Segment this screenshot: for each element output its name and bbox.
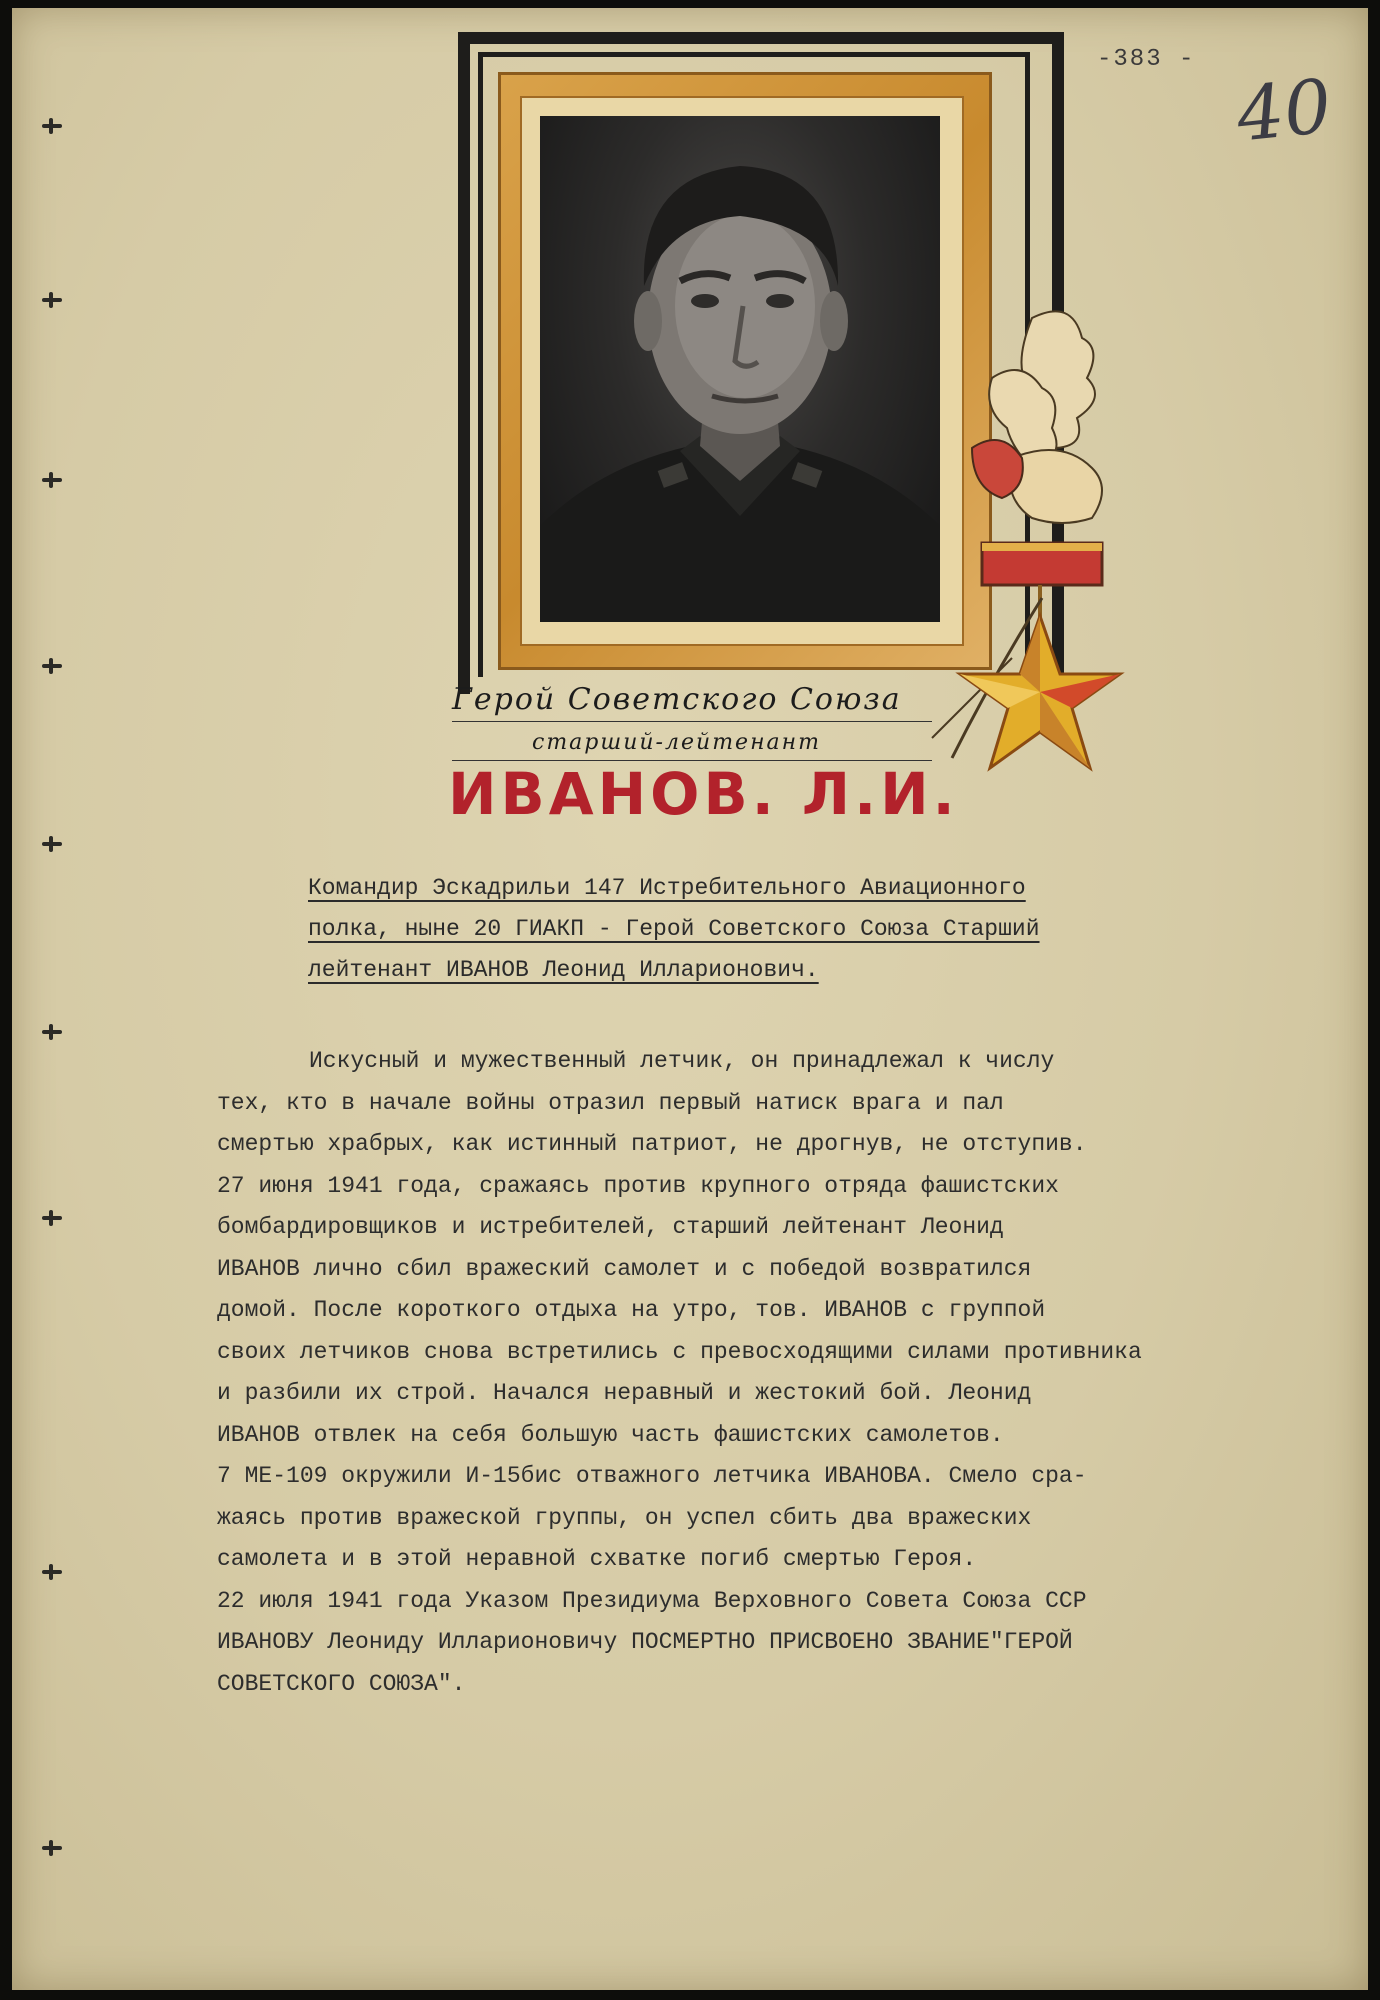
body-line: ИВАНОВ отвлек на себя большую часть фашистских самолетов. — [217, 1421, 1004, 1448]
body-line: 22 июля 1941 года Указом Президиума Верховного Совета Союза ССР — [217, 1587, 1087, 1614]
title-underline — [452, 721, 932, 722]
document-body — [217, 1041, 1347, 1705]
heading-line: лейтенант ИВАНОВ Леонид Илларионович. — [308, 957, 819, 983]
body-line: смертью храбрых, как истинный патриот, не дрогнув, не отступив. — [217, 1131, 1087, 1157]
page-number: -383 - — [1097, 46, 1196, 73]
heading-line: Командир Эскадрильи 147 Истребительного Авиационного — [308, 875, 1026, 901]
heading-line: полка, ныне 20 ГИАКП - Герой Советского Союза Старший — [308, 916, 1040, 942]
body-line: 7 МЕ-109 окружили И-15бис отважного летчика ИВАНОВА. Смело сра- — [217, 1463, 1087, 1489]
hero-star-medal-illustration — [912, 298, 1142, 798]
punch-mark — [42, 842, 62, 846]
hero-name: ИВАНОВ. Л.И. — [448, 760, 959, 828]
hero-title: Герой Советского Союза — [452, 682, 902, 717]
body-line: Искусный и мужественный летчик, он принадлежал к числу — [309, 1048, 1055, 1074]
body-line: домой. После короткого отдыха на утро, тов. ИВАНОВ с группой — [217, 1297, 1046, 1323]
body-line: 27 июня 1941 года, сражаясь против крупного отряда фашистских — [217, 1172, 1059, 1199]
portrait-photo — [540, 116, 940, 622]
body-line: бомбардировщиков и истребителей, старший лейтенант Леонид — [217, 1214, 1004, 1240]
body-line: своих летчиков снова встретились с превосходящими силами противника — [217, 1338, 1142, 1365]
body-line: тех, кто в начале войны отразил первый натиск врага и пал — [217, 1089, 1004, 1116]
body-line: самолета и в этой неравной схватке погиб смертью Героя. — [217, 1546, 977, 1572]
body-line: ИВАНОВ лично сбил вражеский самолет и с победой возвратился — [217, 1255, 1032, 1282]
document-heading — [308, 868, 1288, 991]
body-line: жаясь против вражеской группы, он успел сбить два вражеских — [217, 1504, 1032, 1531]
punch-mark — [42, 664, 62, 668]
body-line: СОВЕТСКОГО СОЮЗА". — [217, 1670, 466, 1697]
punch-mark — [42, 1846, 62, 1850]
archive-sheet-number: 40 — [1232, 63, 1336, 159]
punch-mark — [42, 1216, 62, 1220]
body-line: и разбили их строй. Начался неравный и жестокий бой. Леонид — [217, 1380, 1032, 1406]
punch-mark — [42, 1030, 62, 1034]
punch-mark — [42, 298, 62, 302]
rank-title: старший-лейтенант — [532, 730, 822, 755]
portrait-illustration — [540, 116, 940, 622]
punch-mark — [42, 124, 62, 128]
body-line: ИВАНОВУ Леониду Илларионовичу ПОСМЕРТНО ПРИСВОЕНО ЗВАНИЕ"ГЕРОЙ — [217, 1629, 1073, 1655]
document-sheet — [12, 8, 1368, 1990]
punch-mark — [42, 1570, 62, 1574]
punch-mark — [42, 478, 62, 482]
